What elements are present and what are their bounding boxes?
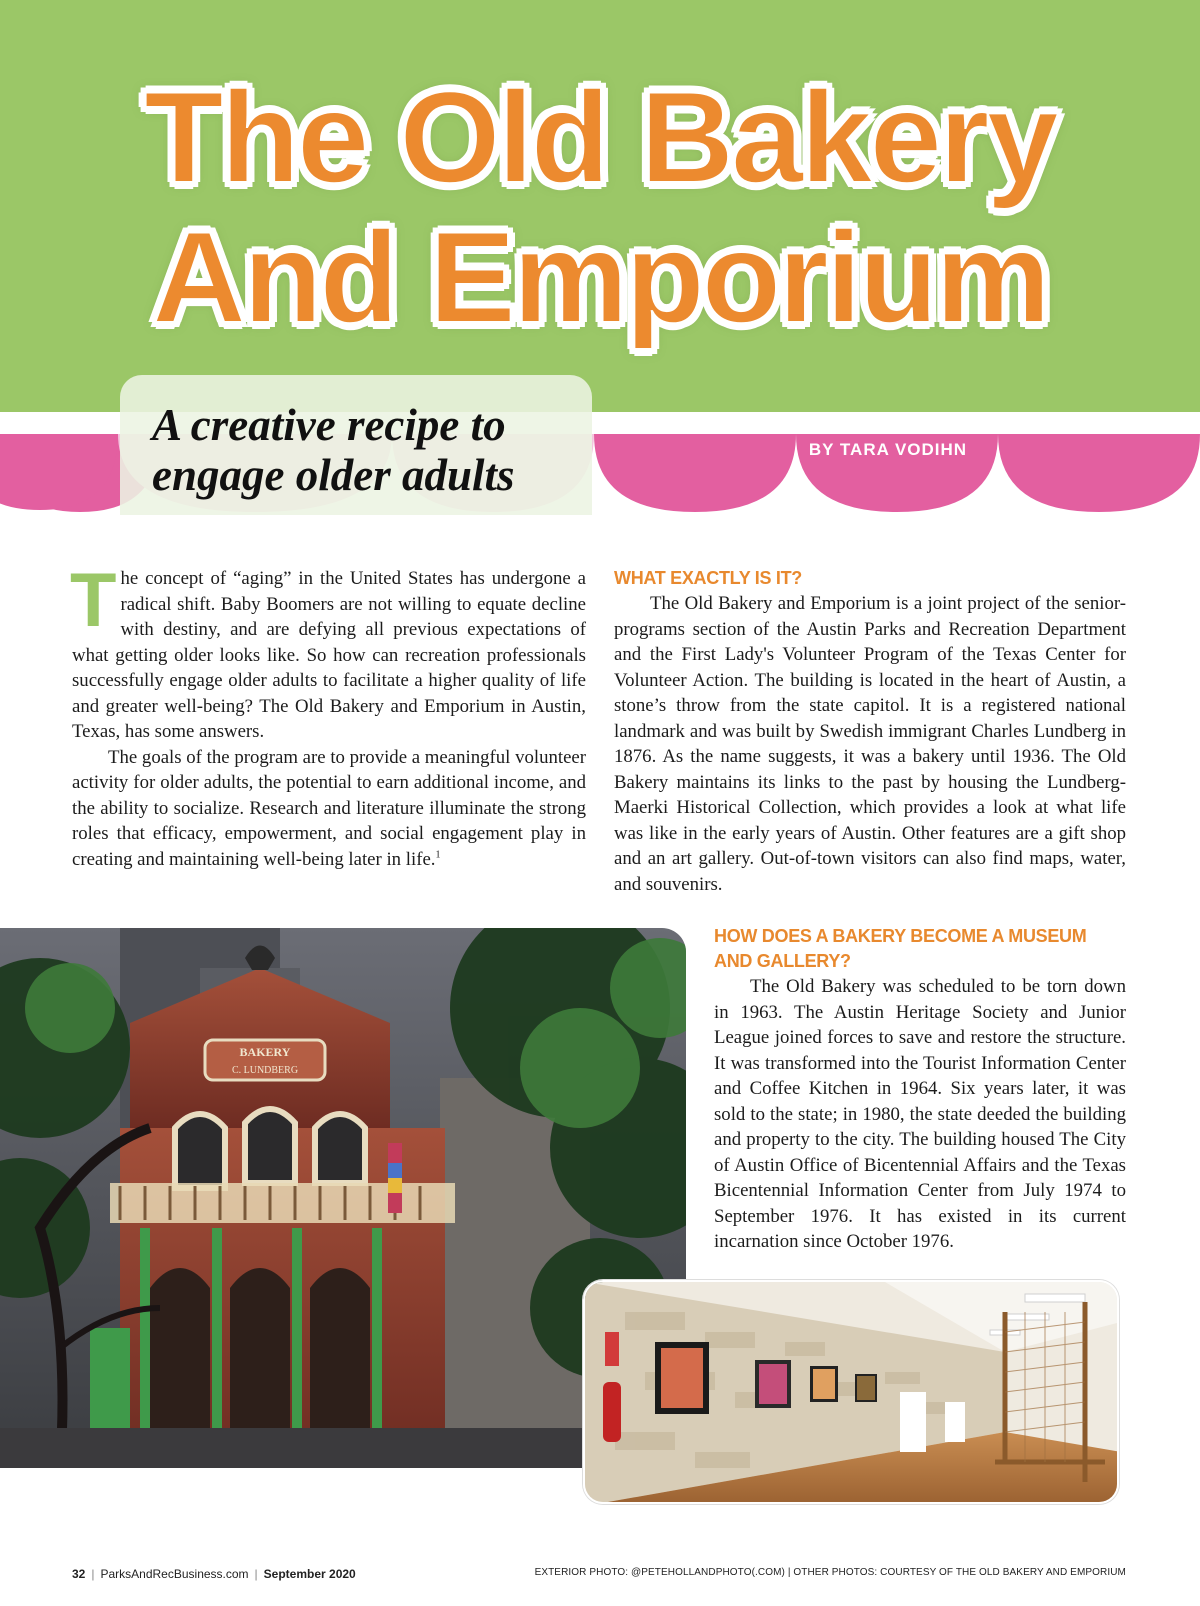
section-bakery-museum-body: The Old Bakery was scheduled to be torn down in 1963. The Austin Heritage Society and Junior League joined forces to save and restore the structure. It was transformed into the Tourist Information Center and Coffee Kitchen in 1964. Six years later, it was sold to the state; in 1980, the state deeded the building and property to the city. The building housed The City of Austin Office of Bicentennial Affairs and the Texas Bicentennial Information Center from July 1974 to September 1976. It has existed in its current incarnation since October 1976. (714, 976, 1126, 1252)
title-line-1: The Old Bakery (144, 64, 1056, 210)
section-what-is-it-body: The Old Bakery and Emporium is a joint project of the senior-programs section of the Austin Parks and Recreation Department and the First Lady's Volunteer Program of the Texas Center for Volunteer Action. The building is located in the heart of Austin, a stone’s throw from the state capitol. It is a registered national landmark and was built by Swedish immigrant Charles Lundberg in 1876. As the name suggests, it was a bakery until 1936. The Old Bakery maintains its links to the past by housing the Lundberg-Maerki Historical Collection, which provides a look at what life was like in the early years of Austin. Other features are a gift shop and an art gallery. Out-of-town visitors can also find maps, water, and souvenirs. (614, 593, 1126, 895)
section-heading-what-is-it: WHAT EXACTLY IS IT? (614, 568, 802, 588)
subtitle-line-2: engage older adults (152, 450, 515, 500)
subtitle (152, 400, 592, 500)
intro-paragraph-1 (70, 558, 586, 745)
exterior-sign-text-2: C. LUNDBERG (231, 1065, 299, 1076)
title-line-2: And Emporium (152, 204, 1048, 350)
intro-column (70, 558, 586, 872)
footer-page-info: 32 | ParksAndRecBusiness.com | September 2020 (72, 1567, 356, 1581)
section-what-is-it (614, 566, 1126, 897)
footnote-marker: 1 (435, 849, 441, 861)
section-heading-bakery-museum: HOW DOES A BAKERY BECOME A MUSEUM AND GALLERY? (714, 926, 1087, 971)
intro-paragraph-2-text: The goals of the program are to provide a meaningful volunteer activity for older adults, the potential to earn additional income, and the ability to socialize. Research and literature illuminate the strong roles that efficacy, empowerment, and social engagement play in creating and maintaining well-being later in life. (72, 746, 586, 870)
subtitle-line-1: A creative recipe to (152, 400, 506, 450)
intro-paragraph-1-text: he concept of “aging” in the United States has undergone a radical shift. Baby Boomers are not willing to equate decline with destiny, and are defying all previous expectations of what getting older looks like. So how can recreation professionals successfully engage older adults to facilitate a higher quality of life and greater well-being? The Old Bakery and Emporium in Austin, Texas, has some answers. (72, 568, 586, 742)
gallery-interior-photo (583, 1280, 1119, 1504)
issue-date: September 2020 (263, 1567, 356, 1581)
page-number: 32 (72, 1567, 86, 1581)
site-name[interactable]: ParksAndRecBusiness.com (100, 1567, 249, 1581)
intro-paragraph-2 (72, 745, 586, 873)
photo-credits: EXTERIOR PHOTO: @PETEHOLLANDPHOTO(.COM) | OTHER PHOTOS: COURTESY OF THE OLD BAKERY AND EMPORIUM (534, 1567, 1126, 1578)
drop-cap: T (70, 558, 117, 643)
section-bakery-museum (714, 924, 1126, 1255)
exterior-sign-text: BAKERY (239, 1045, 291, 1059)
byline: BY TARA VODIHN (808, 440, 968, 459)
